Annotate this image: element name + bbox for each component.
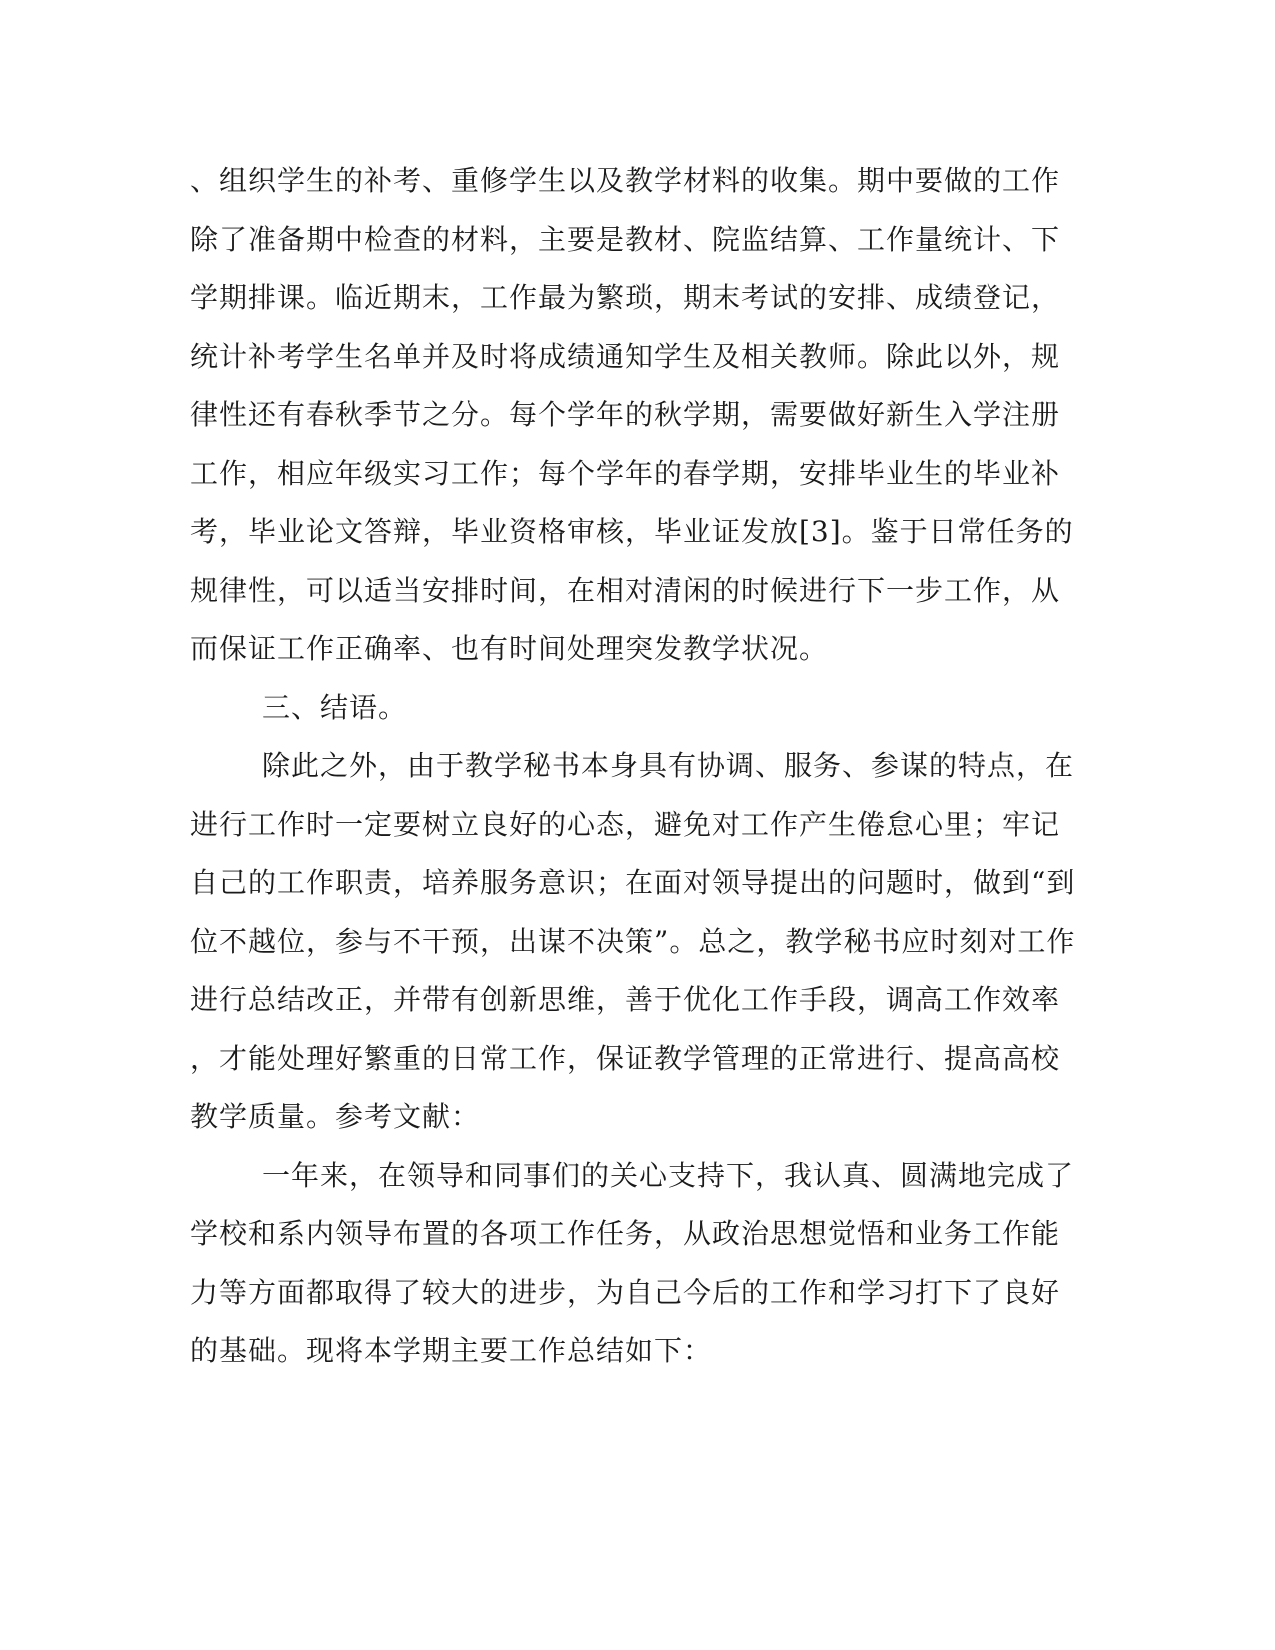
body-text-line: 的基础。现将本学期主要工作总结如下： [190,1334,713,1367]
body-text-line: ，才能处理好繁重的日常工作，保证教学管理的正常进行、提高高校 [190,1042,1061,1075]
body-text-line: 学校和系内领导布置的各项工作任务，从政治思想觉悟和业务工作能 [190,1217,1061,1250]
body-text-line: 统计补考学生名单并及时将成绩通知学生及相关教师。除此以外，规 [190,340,1061,373]
body-text-line: 学期排课。临近期末，工作最为繁琐，期末考试的安排、成绩登记， [190,281,1061,314]
body-text-line: 自己的工作职责，培养服务意识；在面对领导提出的问题时，做到“到 [190,866,1076,899]
section-heading: 三、结语。 [262,691,408,724]
body-text-line: 教学质量。参考文献： [190,1100,481,1133]
body-text-line: 进行工作时一定要树立良好的心态，避免对工作产生倦怠心里；牢记 [190,808,1061,841]
body-text-line: 而保证工作正确率、也有时间处理突发教学状况。 [190,632,829,665]
body-text-line: 位不越位，参与不干预，出谋不决策”。总之，教学秘书应时刻对工作 [190,925,1076,958]
body-text-line: 、组织学生的补考、重修学生以及教学材料的收集。期中要做的工作 [190,164,1061,197]
body-text-line: 考，毕业论文答辩，毕业资格审核，毕业证发放[3]。鉴于日常任务的 [190,515,1074,548]
body-text-line: 进行总结改正，并带有创新思维，善于优化工作手段，调高工作效率 [190,983,1061,1016]
body-text-line: 规律性，可以适当安排时间，在相对清闲的时候进行下一步工作，从 [190,574,1061,607]
body-text-line: 力等方面都取得了较大的进步，为自己今后的工作和学习打下了良好 [190,1276,1061,1309]
body-text-line: 除了准备期中检查的材料，主要是教材、院监结算、工作量统计、下 [190,223,1061,256]
body-text-line: 律性还有春秋季节之分。每个学年的秋学期，需要做好新生入学注册 [190,398,1061,431]
body-text-line: 工作，相应年级实习工作；每个学年的春学期，安排毕业生的毕业补 [190,457,1061,490]
body-text-line: 一年来，在领导和同事们的关心支持下，我认真、圆满地完成了 [262,1159,1075,1192]
body-text-line: 除此之外，由于教学秘书本身具有协调、服务、参谋的特点，在 [262,749,1075,782]
